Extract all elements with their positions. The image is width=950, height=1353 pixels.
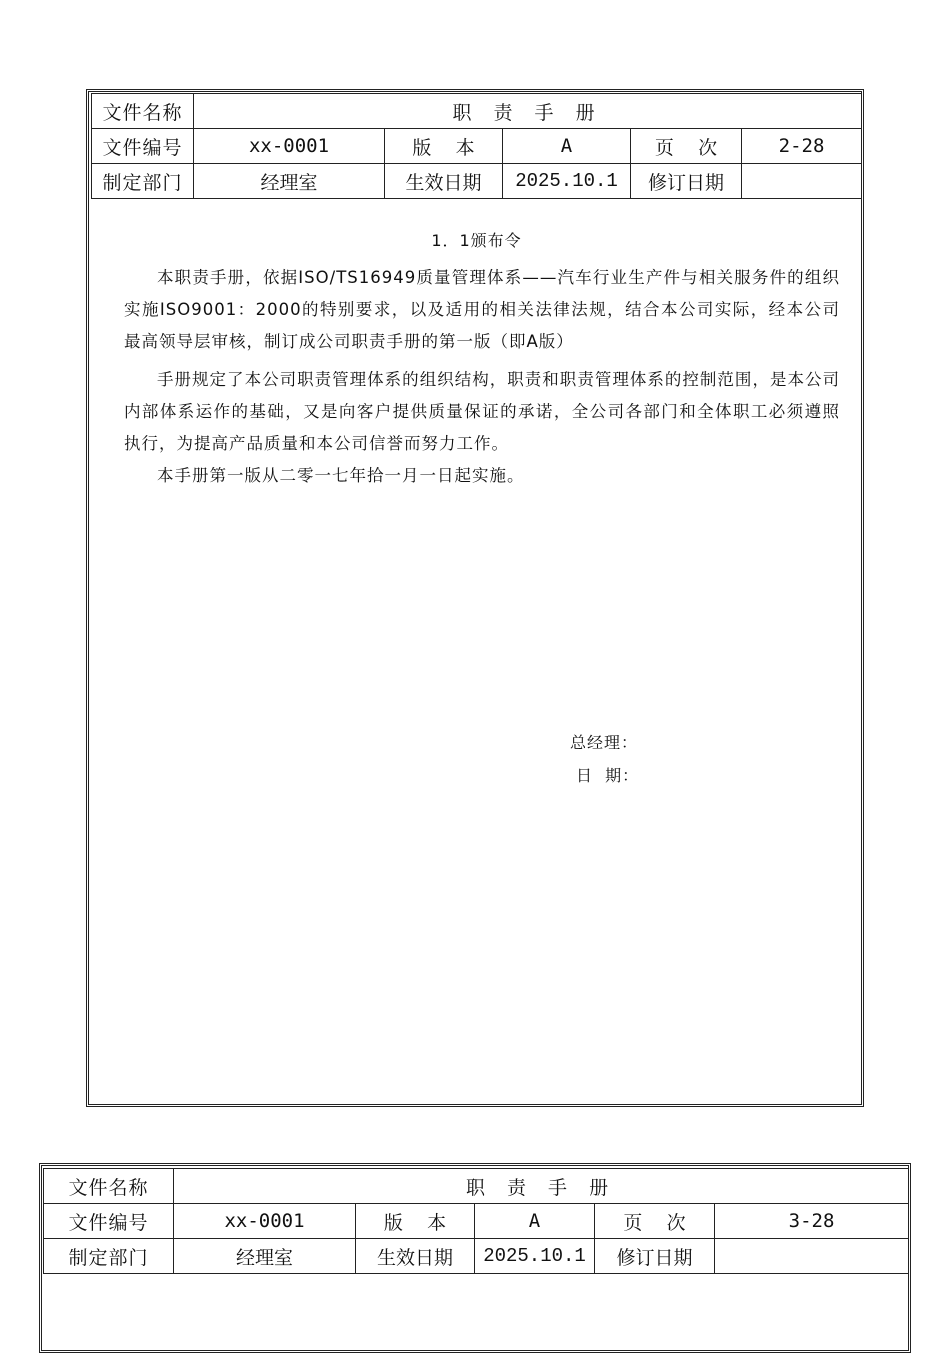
- file-name-label: 文件名称: [44, 1169, 174, 1204]
- file-no-value: xx-0001: [174, 1204, 356, 1239]
- effective-date-value: 2025.10.1: [475, 1239, 595, 1274]
- header-row-name: [44, 1169, 909, 1204]
- section-title: 1．1颁布令: [431, 231, 522, 250]
- file-no-label: 文件编号: [92, 129, 194, 164]
- file-name-value: 职 责 手 册: [194, 94, 862, 129]
- file-no-label: 文件编号: [44, 1204, 174, 1239]
- document-header-table: [91, 93, 862, 199]
- general-manager-signature: 总经理：: [570, 733, 639, 752]
- page-label: 页 次: [631, 129, 742, 164]
- effective-date-label: 生效日期: [385, 164, 503, 199]
- file-name-value: 职 责 手 册: [174, 1169, 909, 1204]
- page-value: 2-28: [742, 129, 862, 164]
- version-value: A: [475, 1204, 595, 1239]
- page-label: 页 次: [595, 1204, 715, 1239]
- paragraph-1: 本职责手册，依据ISO/TS16949质量管理体系——汽车行业生产件与相关服务件的组织实施ISO9001：2000的特别要求，以及适用的相关法律法规，结合本公司实际，经本公司最高领导层审核，制订成公司职责手册的第一版（即A版）: [124, 268, 840, 351]
- dept-value: 经理室: [194, 164, 385, 199]
- header-row-number: [44, 1204, 909, 1239]
- dept-label: 制定部门: [92, 164, 194, 199]
- header-row-number: [92, 129, 862, 164]
- document-header-table-next: [43, 1168, 909, 1274]
- version-label: 版 本: [385, 129, 503, 164]
- effective-date-value: 2025.10.1: [503, 164, 631, 199]
- header-row-dept: [44, 1239, 909, 1274]
- revision-date-value: [742, 164, 862, 199]
- document-body: [92, 200, 861, 1102]
- revision-date-label: 修订日期: [595, 1239, 715, 1274]
- revision-date-label: 修订日期: [631, 164, 742, 199]
- dept-value: 经理室: [174, 1239, 356, 1274]
- page-value: 3-28: [715, 1204, 909, 1239]
- file-no-value: xx-0001: [194, 129, 385, 164]
- signature-date: 日 期：: [576, 766, 640, 785]
- effective-date-label: 生效日期: [356, 1239, 475, 1274]
- version-label: 版 本: [356, 1204, 475, 1239]
- paragraph-2: 手册规定了本公司职责管理体系的组织结构，职责和职责管理体系的控制范围，是本公司内部体系运作的基础，又是向客户提供质量保证的承诺，全公司各部门和全体职工必须遵照执行，为提高产品质量和本公司信誉而努力工作。: [124, 370, 840, 453]
- paragraph-3: 本手册第一版从二零一七年拾一月一日起实施。: [157, 466, 525, 485]
- dept-label: 制定部门: [44, 1239, 174, 1274]
- revision-date-value: [715, 1239, 909, 1274]
- header-row-dept: [92, 164, 862, 199]
- version-value: A: [503, 129, 631, 164]
- header-row-name: [92, 94, 862, 129]
- file-name-label: 文件名称: [92, 94, 194, 129]
